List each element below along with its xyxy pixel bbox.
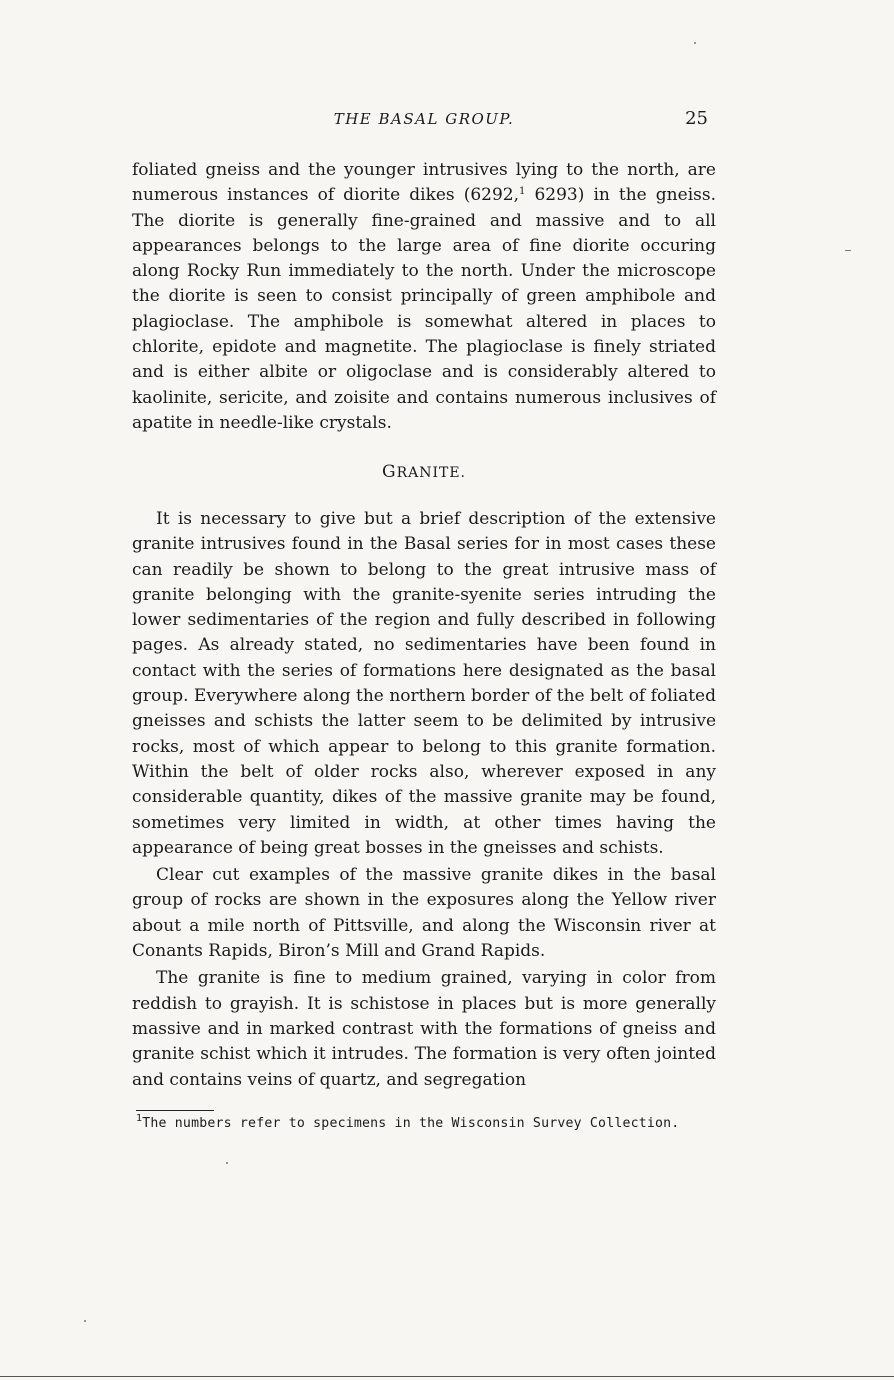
heading-initial: G (381, 462, 397, 482)
paragraph-granite-dikes: Clear cut examples of the massive granite dikes in the basal group of rocks are shown in the exposures along the Yellow river about a mile north of Pittsville, and along the Wisconsin river at Conants Rapids, Biron’s Mill and Grand Rapids. (132, 865, 716, 962)
heading-rest: RANITE. (396, 465, 467, 481)
footnote (136, 1113, 716, 1136)
paper-speck (694, 42, 696, 44)
paragraph-granite-texture: The granite is fine to medium grained, varying in color from reddish to grayish. It is schistose in places but is more generally massive and in marked contrast with the formations of gneiss and granite schist which it intrudes. The formation is very often jointed and contains veins of quartz, and segregation (132, 968, 716, 1090)
footnote-marker: 1 (136, 1113, 143, 1124)
text-block-granite (132, 507, 716, 1093)
paper-speck (845, 250, 851, 251)
paragraph-diorite (132, 158, 716, 436)
section-heading-granite (132, 462, 716, 482)
running-title: THE BASAL GROUP. (333, 110, 515, 128)
footnote-text: The numbers refer to specimens in the Wisconsin Survey Collection. (142, 1116, 680, 1131)
paper-speck (84, 1320, 86, 1322)
paragraph-text: foliated gneiss and the younger intrusives lying to the north, are numerous instances of diorite dikes (6292, (132, 160, 716, 206)
footnote-rule (136, 1110, 214, 1111)
text-block-top (132, 158, 716, 436)
running-head (132, 110, 716, 134)
footnote-reference: 1 (519, 186, 526, 198)
paragraph-text: 6293) in the gneiss. The diorite is generally fine-grained and massive and to all appearances belongs to the large area of fine diorite occuring along Rocky Run immediately to the north. Under the microscope the diorite is seen to consist principally of green amphibole and plagioclase. The amphibole is somewhat altered in places to chlorite, epidote and magnetite. The plagioclase is finely striated and is either albite or oligoclase and is considerably altered to kaolinite, sericite, and zoisite and contains numerous inclusives of apatite in needle-like crystals. (132, 185, 716, 433)
page-number: 25 (685, 108, 708, 129)
page-edge-line (0, 1376, 894, 1377)
paragraph-granite-intro: It is necessary to give but a brief description of the extensive granite intrusives found in the Basal series for in most cases these can readily be shown to belong to the great intrusive mass of granite belonging with the granite-syenite series intruding the lower sedimentaries of the region and fully described in following pages. As already stated, no sedimentaries have been found in contact with the series of formations here designated as the basal group. Everywhere along the northern border of the belt of foliated gneisses and schists the latter seem to be delimited by intrusive rocks, most of which appear to belong to this granite formation. Within the belt of older rocks also, wherever exposed in any considerable quantity, dikes of the massive granite may be found, sometimes very limited in width, at other times having the appearance of being great bosses in the gneisses and schists. (132, 509, 716, 858)
paper-speck (226, 1162, 228, 1164)
